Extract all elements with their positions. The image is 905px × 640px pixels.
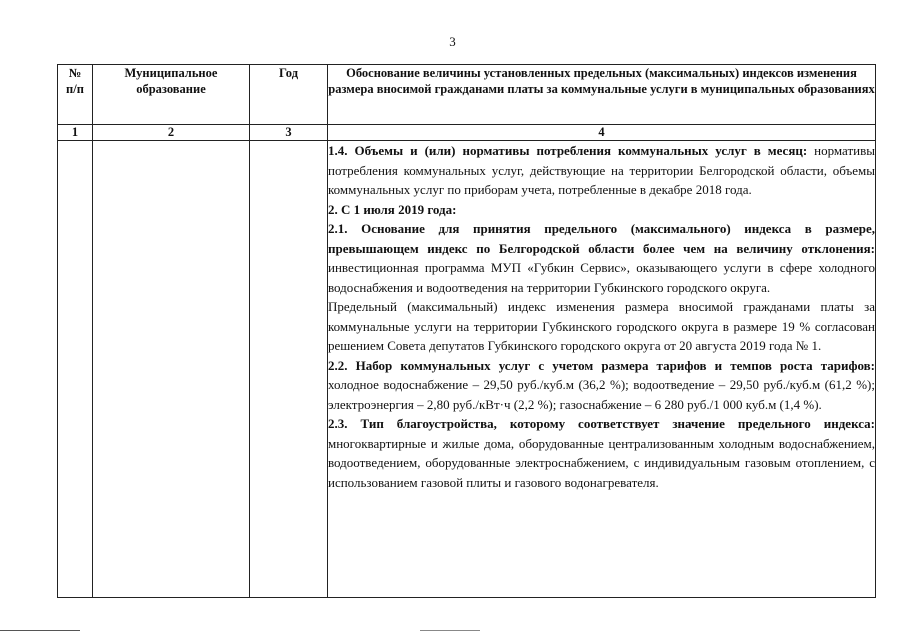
col-number-2: 2	[93, 125, 250, 141]
justification-cell	[328, 141, 876, 598]
column-number-row	[58, 125, 876, 141]
paragraph-volumes	[328, 141, 875, 200]
footer-rule-center	[420, 630, 480, 631]
paragraph-date	[328, 200, 875, 220]
text-basis: инвестиционная программа МУП «Губкин Сервис», оказывающего услуги в сфере холодного водоснабжения и водоотведения на территории Губкинского городского округа.	[328, 260, 875, 295]
heading-basis: 2.1. Основание для принятия предельного (максимального) индекса в размере, превышающем индекс по Белгородской области более чем на величину отклонения:	[328, 221, 875, 256]
cell-municipality-empty	[93, 141, 250, 598]
paragraph-index	[328, 297, 875, 356]
col-number-4: 4	[328, 125, 876, 141]
heading-volumes: 1.4. Объемы и (или) нормативы потребления коммунальных услуг в месяц:	[328, 143, 808, 158]
header-num: № п/п	[58, 65, 93, 125]
paragraph-services	[328, 356, 875, 415]
content-row	[58, 141, 876, 598]
header-municipality: Муниципальное образование	[93, 65, 250, 125]
paragraph-housing-type	[328, 414, 875, 492]
cell-year-empty	[250, 141, 328, 598]
page-number: 3	[449, 34, 456, 49]
col-number-3: 3	[250, 125, 328, 141]
heading-services: 2.2. Набор коммунальных услуг с учетом размера тарифов и темпов роста тарифов:	[328, 357, 875, 373]
col-number-1: 1	[58, 125, 93, 141]
text-volumes: нормативы потребления коммунальных услуг, действующие на территории Белгородской области, объемы коммунальных услуг по приборам учета, потребленные в декабре 2018 года.	[328, 143, 875, 197]
cell-num-empty	[58, 141, 93, 598]
header-row	[58, 65, 876, 125]
heading-housing-type: 2.3. Тип благоустройства, которому соответствует значение предельного индекса:	[328, 416, 875, 431]
text-services: холодное водоснабжение – 29,50 руб./куб.м (36,2 %); водоотведение – 29,50 руб./куб.м (61,2 %); электроэнергия – 2,80 руб./кВт·ч (2,2 %); газоснабжение – 6 280 руб./1 000 куб.м (1,4 %).	[328, 377, 875, 412]
paragraph-basis	[328, 219, 875, 297]
text-index: Предельный (максимальный) индекс изменения размера вносимой гражданами платы за коммунальные услуги на территории Губкинского городского округа в размере 19 % согласован решением Совета депутатов Губкинского городского округа от 20 августа 2019 года № 1.	[328, 299, 875, 353]
heading-date: 2. С 1 июля 2019 года:	[328, 201, 457, 217]
text-housing-type: многоквартирные и жилые дома, оборудованные централизованным холодным водоснабжением, водоотведением, оборудованные электроснабжением, с индивидуальным газовым отоплением, с использованием газовой плиты и газового водонагревателя.	[328, 435, 875, 490]
footer-rule-left	[0, 630, 80, 631]
rates-table	[57, 64, 876, 598]
header-year: Год	[250, 65, 328, 125]
header-justification: Обоснование величины установленных предельных (максимальных) индексов изменения размера вносимой гражданами платы за коммунальные услуги в муниципальных образованиях	[328, 65, 876, 125]
